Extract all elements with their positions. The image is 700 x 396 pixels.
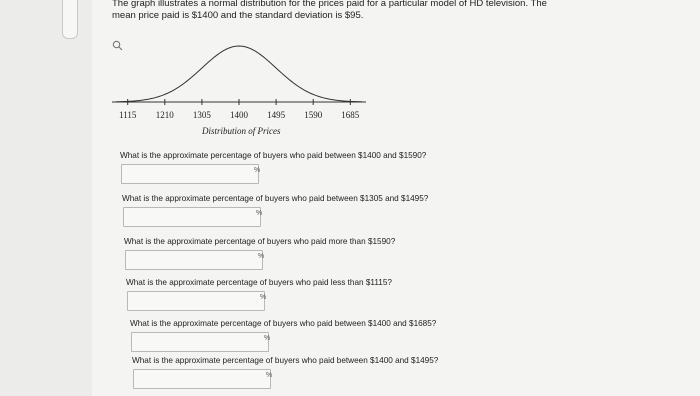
left-margin bbox=[0, 0, 92, 396]
question-3: What is the approximate percentage of buyers who paid more than $1590? bbox=[124, 237, 396, 246]
intro-line-1: The graph illustrates a normal distribution for the prices paid for a particular model of HD television. The bbox=[112, 0, 547, 9]
x-tick-label-1305: 1305 bbox=[192, 110, 211, 120]
x-tick-label-1495: 1495 bbox=[267, 110, 286, 120]
percent-unit-2: % bbox=[256, 210, 263, 217]
percent-unit-5: % bbox=[264, 335, 271, 342]
percent-unit-4: % bbox=[260, 294, 267, 301]
x-tick-label-1115: 1115 bbox=[119, 110, 137, 120]
x-tick-label-1210: 1210 bbox=[155, 110, 174, 120]
panel-handle[interactable] bbox=[62, 0, 78, 39]
answer-field-4[interactable] bbox=[127, 291, 265, 311]
magnifier-icon[interactable] bbox=[112, 40, 123, 51]
chart-canvas bbox=[112, 40, 380, 120]
answer-field-1[interactable] bbox=[121, 164, 259, 184]
normal-curve bbox=[116, 46, 362, 102]
answer-field-5[interactable] bbox=[131, 332, 269, 352]
intro-line-2: mean price paid is $1400 and the standard deviation is $95. bbox=[112, 10, 364, 21]
question-2: What is the approximate percentage of buyers who paid between $1305 and $1495? bbox=[122, 194, 429, 203]
problem-statement bbox=[112, 0, 582, 22]
percent-unit-3: % bbox=[258, 253, 265, 260]
answer-field-3[interactable] bbox=[125, 250, 263, 270]
question-4: What is the approximate percentage of buyers who paid less than $1115? bbox=[126, 278, 392, 287]
question-1: What is the approximate percentage of buyers who paid between $1400 and $1590? bbox=[120, 151, 427, 160]
normal-distribution-chart bbox=[112, 40, 380, 140]
x-tick-label-1590: 1590 bbox=[304, 110, 323, 120]
answer-field-2[interactable] bbox=[123, 207, 261, 227]
answer-field-6[interactable] bbox=[133, 369, 271, 389]
x-tick-label-1685: 1685 bbox=[341, 110, 360, 120]
percent-unit-1: % bbox=[254, 167, 261, 174]
question-6: What is the approximate percentage of buyers who paid between $1400 and $1495? bbox=[132, 356, 439, 365]
question-5: What is the approximate percentage of buyers who paid between $1400 and $1685? bbox=[130, 319, 437, 328]
x-axis-label: Distribution of Prices bbox=[202, 126, 281, 136]
x-tick-label-1400: 1400 bbox=[230, 110, 248, 120]
percent-unit-6: % bbox=[266, 372, 273, 379]
